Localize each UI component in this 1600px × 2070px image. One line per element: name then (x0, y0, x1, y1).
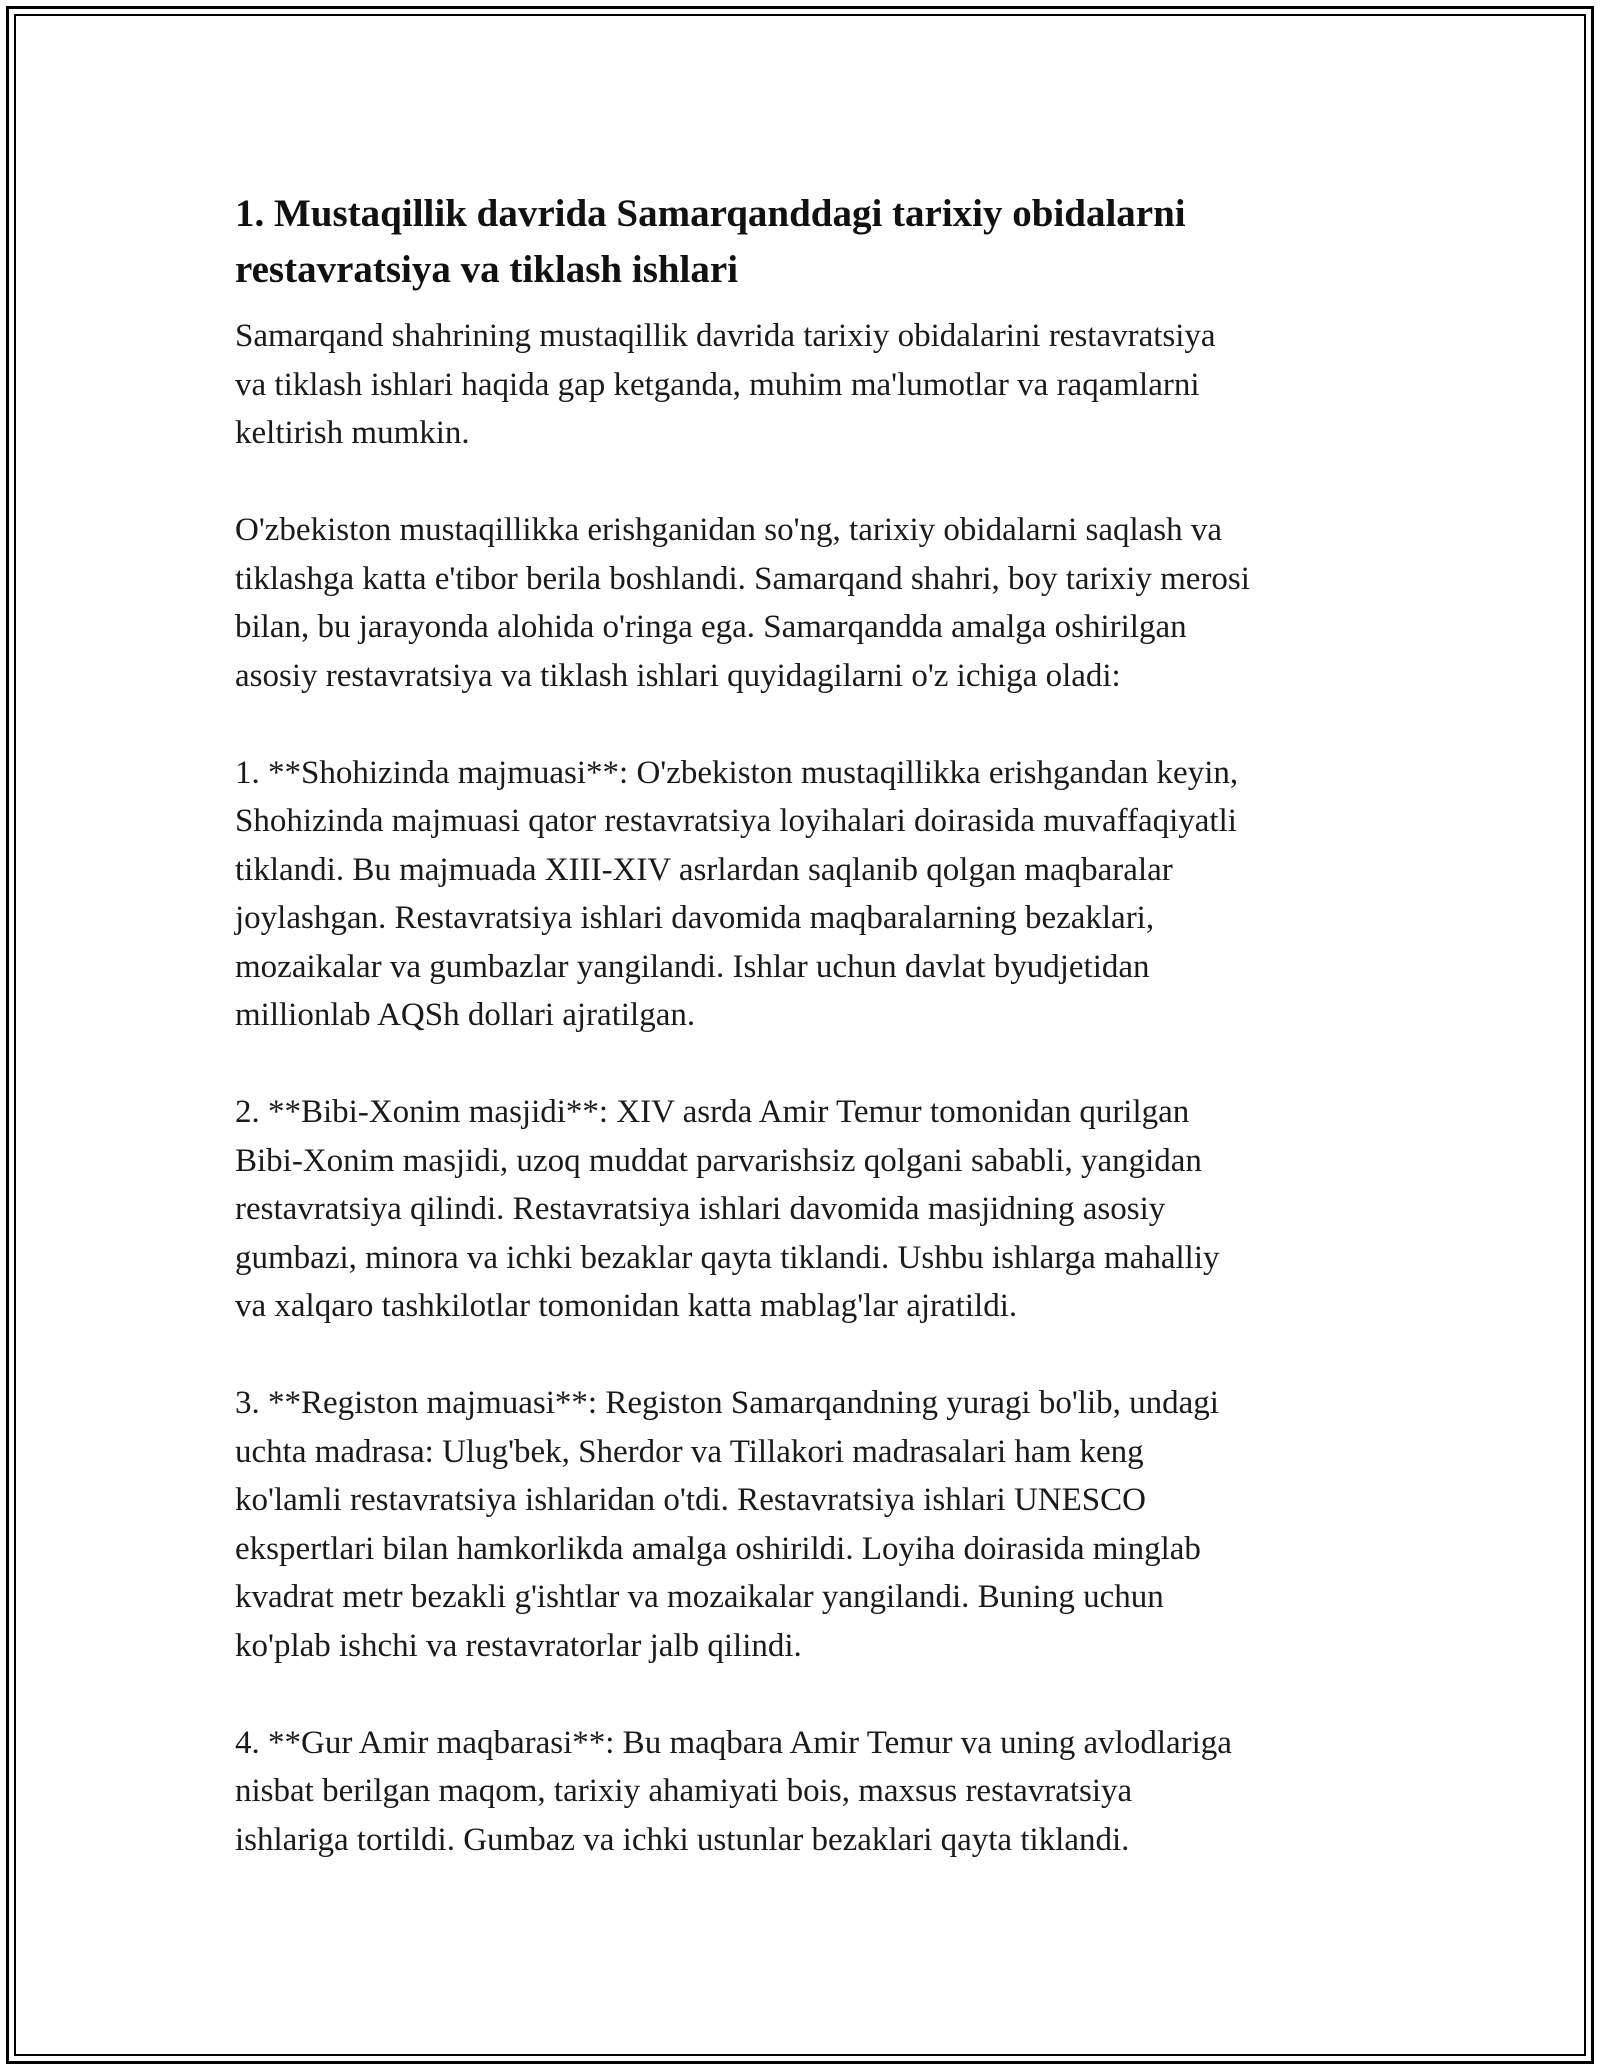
text-line: O'zbekiston mustaqillikka erishganidan so'ng, tarixiy obidalarni saqlash va (235, 512, 1223, 548)
list-item-gur-amir (235, 1719, 1395, 1865)
text-line: bilan, bu jarayonda alohida o'ringa ega. Samarqandda amalga oshirilgan (235, 609, 1187, 645)
text-line: 4. **Gur Amir maqbarasi**: Bu maqbara Amir Temur va uning avlodlariga (235, 1724, 1232, 1761)
text-line: ko'plab ishchi va restavratorlar jalb qilindi. (235, 1627, 802, 1664)
text-line: ekspertlari bilan hamkorlikda amalga oshirildi. Loyiha doirasida minglab (235, 1530, 1201, 1567)
text-line: va xalqaro tashkilotlar tomonidan katta mablag'lar ajratildi. (235, 1288, 1018, 1324)
text-line: millionlab AQSh dollari ajratilgan. (235, 997, 696, 1033)
list-item-bibi-xonim (235, 1088, 1395, 1331)
text-line: mozaikalar va gumbazlar yangilandi. Ishlar uchun davlat byudjetidan (235, 948, 1150, 985)
text-line: 2. **Bibi-Xonim masjidi**: XIV asrda Amir Temur tomonidan qurilgan (235, 1094, 1190, 1130)
text-line: Samarqand shahrining mustaqillik davrida tarixiy obidalarini restavratsiya (235, 318, 1216, 354)
list-item-registon (235, 1379, 1395, 1670)
text-line: ko'lamli restavratsiya ishlaridan o'tdi. Restavratsiya ishlari UNESCO (235, 1482, 1146, 1518)
text-line: nisbat berilgan maqom, tarixiy ahamiyati bois, maxsus restavratsiya (235, 1773, 1133, 1809)
text-line: tiklashga katta e'tibor berila boshlandi. Samarqand shahri, boy tarixiy merosi (235, 560, 1250, 597)
text-line: va tiklash ishlari haqida gap ketganda, muhim ma'lumotlar va raqamlarni (235, 366, 1200, 403)
document-body (235, 186, 1395, 1864)
text-line: keltirish mumkin. (235, 415, 470, 451)
list-item-shohizinda (235, 749, 1395, 1040)
document-title (235, 186, 1395, 298)
text-line: asosiy restavratsiya va tiklash ishlari quyidagilarni o'z ichiga oladi: (235, 657, 1121, 694)
text-line: 1. **Shohizinda majmuasi**: O'zbekiston mustaqillikka erishgandan keyin, (235, 754, 1239, 791)
text-line: gumbazi, minora va ichki bezaklar qayta tiklandi. Ushbu ishlarga mahalliy (235, 1239, 1220, 1276)
text-line: uchta madrasa: Ulug'bek, Sherdor va Tillakori madrasalari ham keng (235, 1433, 1144, 1470)
intro-paragraph (235, 312, 1395, 458)
text-line: Shohizinda majmuasi qator restavratsiya loyihalari doirasida muvaffaqiyatli (235, 803, 1237, 839)
text-line: kvadrat metr bezakli g'ishtlar va mozaikalar yangilandi. Buning uchun (235, 1579, 1164, 1615)
text-line: ishlariga tortildi. Gumbaz va ichki ustunlar bezaklari qayta tiklandi. (235, 1821, 1130, 1858)
text-line: 3. **Registon majmuasi**: Registon Samarqandning yuragi bo'lib, undagi (235, 1385, 1219, 1421)
text-line: Bibi-Xonim masjidi, uzoq muddat parvarishsiz qolgani sababli, yangidan (235, 1142, 1202, 1179)
text-line: restavratsiya qilindi. Restavratsiya ishlari davomida masjidning asosiy (235, 1191, 1166, 1227)
context-paragraph (235, 506, 1395, 700)
text-line: joylashgan. Restavratsiya ishlari davomida maqbaralarning bezaklari, (235, 900, 1155, 936)
text-line: tiklandi. Bu majmuada XIII-XIV asrlardan saqlanib qolgan maqbaralar (235, 851, 1173, 888)
title-line: 1. Mustaqillik davrida Samarqanddagi tarixiy obidalarni (235, 192, 1186, 235)
title-line: restavratsiya va tiklash ishlari (235, 248, 739, 291)
